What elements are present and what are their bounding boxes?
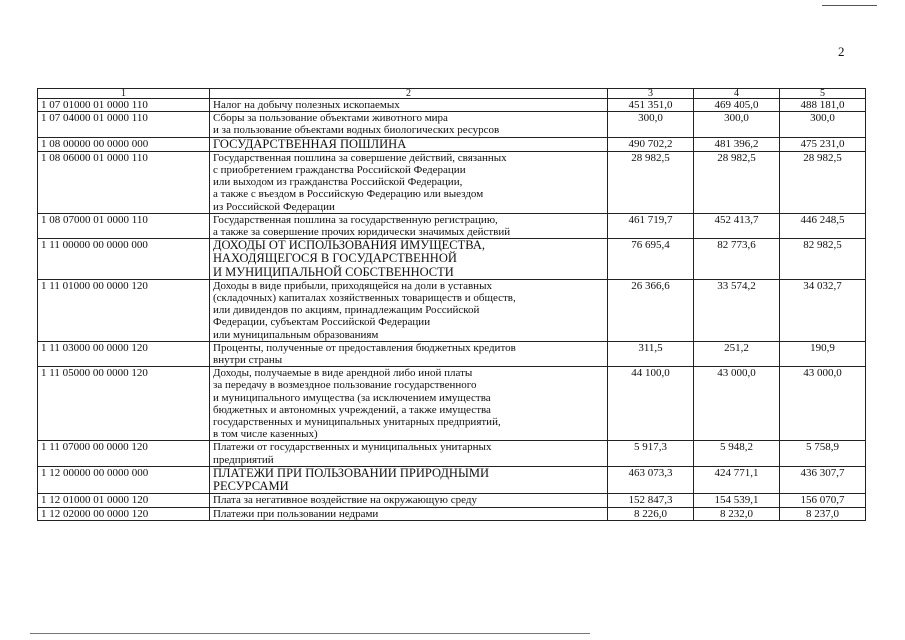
row-name: Платежи при пользовании недрами — [210, 507, 608, 520]
table-row — [38, 239, 866, 280]
row-code: 1 08 07000 01 0000 110 — [38, 213, 210, 238]
row-value-col5: 5 758,9 — [780, 441, 866, 466]
row-code: 1 12 01000 01 0000 120 — [38, 494, 210, 507]
row-value-col5: 82 982,5 — [780, 239, 866, 280]
row-name: Плата за негативное воздействие на окружающую среду — [210, 494, 608, 507]
row-value-col3: 461 719,7 — [608, 213, 694, 238]
page-number: 2 — [838, 44, 845, 59]
row-code: 1 08 06000 01 0000 110 — [38, 151, 210, 213]
row-value-col4: 33 574,2 — [694, 279, 780, 341]
row-code: 1 11 01000 00 0000 120 — [38, 279, 210, 341]
row-name: Государственная пошлина за государственную регистрацию, а также за совершение прочих юридически значимых действий — [210, 213, 608, 238]
row-value-col3: 8 226,0 — [608, 507, 694, 520]
table-row — [38, 213, 866, 238]
row-value-col4: 452 413,7 — [694, 213, 780, 238]
row-value-col5: 446 248,5 — [780, 213, 866, 238]
row-value-col5: 190,9 — [780, 341, 866, 366]
row-name: Проценты, полученные от предоставления бюджетных кредитов внутри страны — [210, 341, 608, 366]
table-row — [38, 367, 866, 441]
row-value-col3: 28 982,5 — [608, 151, 694, 213]
row-code: 1 07 04000 01 0000 110 — [38, 112, 210, 137]
column-header: 2 — [210, 89, 608, 99]
table-row — [38, 137, 866, 151]
table-row — [38, 441, 866, 466]
row-value-col4: 154 539,1 — [694, 494, 780, 507]
bottom-rule — [30, 633, 590, 634]
row-value-col5: 156 070,7 — [780, 494, 866, 507]
row-name: Сборы за пользование объектами животного мира и за пользование объектами водных биологических ресурсов — [210, 112, 608, 137]
row-code: 1 11 07000 00 0000 120 — [38, 441, 210, 466]
row-value-col4: 8 232,0 — [694, 507, 780, 520]
table-row — [38, 341, 866, 366]
row-value-col3: 26 366,6 — [608, 279, 694, 341]
table-row — [38, 466, 866, 493]
row-name: Налог на добычу полезных ископаемых — [210, 99, 608, 112]
row-value-col3: 5 917,3 — [608, 441, 694, 466]
row-name: ГОСУДАРСТВЕННАЯ ПОШЛИНА — [210, 137, 608, 151]
row-name: ДОХОДЫ ОТ ИСПОЛЬЗОВАНИЯ ИМУЩЕСТВА, НАХОДЯЩЕГОСЯ В ГОСУДАРСТВЕННОЙ И МУНИЦИПАЛЬНОЙ СОБСТВЕННОСТИ — [210, 239, 608, 280]
row-value-col5: 28 982,5 — [780, 151, 866, 213]
row-name: Платежи от государственных и муниципальных унитарных предприятий — [210, 441, 608, 466]
budget-table — [37, 88, 866, 521]
row-value-col5: 34 032,7 — [780, 279, 866, 341]
row-value-col3: 152 847,3 — [608, 494, 694, 507]
row-value-col3: 311,5 — [608, 341, 694, 366]
table-row — [38, 507, 866, 520]
table-row — [38, 279, 866, 341]
row-value-col4: 300,0 — [694, 112, 780, 137]
row-value-col4: 251,2 — [694, 341, 780, 366]
row-value-col3: 463 073,3 — [608, 466, 694, 493]
row-name: ПЛАТЕЖИ ПРИ ПОЛЬЗОВАНИИ ПРИРОДНЫМИ РЕСУРСАМИ — [210, 466, 608, 493]
row-code: 1 08 00000 00 0000 000 — [38, 137, 210, 151]
column-header: 3 — [608, 89, 694, 99]
row-value-col5: 43 000,0 — [780, 367, 866, 441]
row-value-col4: 469 405,0 — [694, 99, 780, 112]
row-value-col5: 8 237,0 — [780, 507, 866, 520]
row-code: 1 12 02000 00 0000 120 — [38, 507, 210, 520]
column-header: 4 — [694, 89, 780, 99]
row-value-col3: 76 695,4 — [608, 239, 694, 280]
row-value-col4: 28 982,5 — [694, 151, 780, 213]
row-name: Государственная пошлина за совершение действий, связанных с приобретением гражданства Российской Федерации или выходом из гражданства Российской Федерации, а также с въездом в Российскую Федерацию или выездом из Российской Федерации — [210, 151, 608, 213]
top-rule — [822, 5, 877, 6]
row-code: 1 07 01000 01 0000 110 — [38, 99, 210, 112]
row-value-col5: 300,0 — [780, 112, 866, 137]
row-value-col4: 481 396,2 — [694, 137, 780, 151]
row-code: 1 12 00000 00 0000 000 — [38, 466, 210, 493]
row-name: Доходы в виде прибыли, приходящейся на доли в уставных (складочных) капиталах хозяйственных товариществ и обществ, или дивидендов по акциям, принадлежащим Российской Федерации, субъектам Российской Федерации или муниципальным образованиям — [210, 279, 608, 341]
column-header: 5 — [780, 89, 866, 99]
table-row — [38, 151, 866, 213]
row-code: 1 11 00000 00 0000 000 — [38, 239, 210, 280]
table-row — [38, 112, 866, 137]
row-value-col4: 5 948,2 — [694, 441, 780, 466]
table-header-row — [38, 89, 866, 99]
table-row — [38, 99, 866, 112]
column-header: 1 — [38, 89, 210, 99]
table-row — [38, 494, 866, 507]
row-name: Доходы, получаемые в виде арендной либо иной платы за передачу в возмездное пользование государственного и муниципального имущества (за исключением имущества бюджетных и автономных учреждений, а также имущества государственных и муниципальных унитарных предприятий, в том числе казенных) — [210, 367, 608, 441]
row-value-col4: 82 773,6 — [694, 239, 780, 280]
row-value-col3: 300,0 — [608, 112, 694, 137]
row-value-col3: 451 351,0 — [608, 99, 694, 112]
row-code: 1 11 03000 00 0000 120 — [38, 341, 210, 366]
row-value-col5: 475 231,0 — [780, 137, 866, 151]
row-value-col5: 488 181,0 — [780, 99, 866, 112]
row-value-col3: 490 702,2 — [608, 137, 694, 151]
row-value-col4: 424 771,1 — [694, 466, 780, 493]
row-value-col4: 43 000,0 — [694, 367, 780, 441]
row-value-col3: 44 100,0 — [608, 367, 694, 441]
row-code: 1 11 05000 00 0000 120 — [38, 367, 210, 441]
row-value-col5: 436 307,7 — [780, 466, 866, 493]
